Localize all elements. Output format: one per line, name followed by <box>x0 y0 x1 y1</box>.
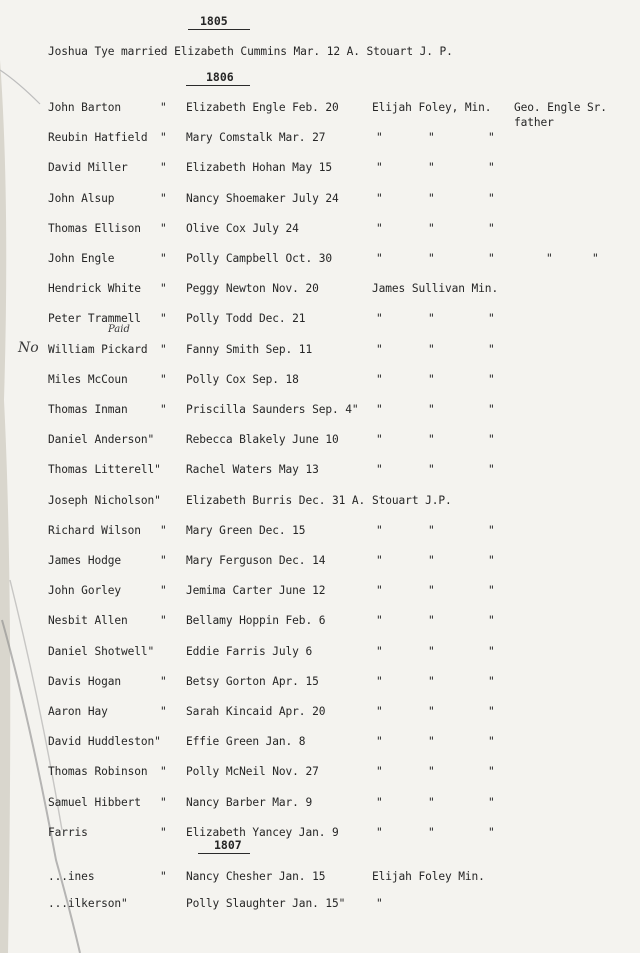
bride-and-date: Mary Comstalk Mar. 27 <box>186 131 326 145</box>
ditto-mark: " <box>376 312 383 326</box>
bride-and-date: Polly Cox Sep. 18 <box>186 372 299 386</box>
ditto-mark: " <box>428 674 435 688</box>
groom-name: Davis Hogan <box>48 674 121 688</box>
groom-name: Thomas Ellison <box>48 221 141 235</box>
ditto-mark: " <box>488 554 495 567</box>
groom-name: John Gorley <box>48 584 121 598</box>
ditto-mark: " <box>488 191 495 205</box>
groom-name: Thomas Robinson <box>48 765 148 779</box>
father-note: father <box>514 116 554 129</box>
ditto-mark: " <box>160 674 167 688</box>
groom-name: Miles McCoun <box>48 372 128 386</box>
groom-name: Richard Wilson <box>48 523 141 537</box>
ditto-mark: " <box>160 282 167 296</box>
ditto-mark: " <box>488 342 495 356</box>
intro-entry: Joshua Tye married Elizabeth Cummins Mar. 12 A. Stouart J. P. <box>48 45 453 58</box>
groom-name: Thomas Litterell" <box>48 463 161 477</box>
bride-and-date: Betsy Gorton Apr. 15 <box>186 674 319 688</box>
ditto-mark: " <box>428 161 435 175</box>
ditto-mark: " <box>160 614 167 628</box>
bride-and-date: Polly Slaughter Jan. 15" <box>186 897 346 910</box>
ditto-mark: " <box>488 795 495 809</box>
ditto-mark: " <box>160 795 167 809</box>
year-heading-1806: 1806 <box>206 70 234 84</box>
year-heading-1807: 1807 <box>214 838 242 852</box>
ditto-mark: " <box>428 342 435 356</box>
ditto-mark: " <box>376 735 383 749</box>
bride-and-date: Elizabeth Hohan May 15 <box>186 161 332 175</box>
ditto-mark: " <box>488 584 495 598</box>
groom-name: Thomas Inman <box>48 403 128 416</box>
ditto-mark: " <box>376 463 383 477</box>
groom-name: John Barton <box>48 101 121 114</box>
groom-name: John Engle <box>48 252 115 265</box>
ditto-mark: " <box>428 795 435 809</box>
ditto-mark: " <box>428 312 435 326</box>
ditto-mark: " <box>428 403 435 416</box>
ditto-mark: " <box>160 131 167 145</box>
ditto-mark: " <box>376 252 383 265</box>
year-heading-1805: 1805 <box>200 14 228 28</box>
ditto-mark: " <box>428 433 435 447</box>
bride-and-date: Polly Campbell Oct. 30 <box>186 252 332 265</box>
ditto-mark: " <box>428 584 435 598</box>
ditto-mark: " <box>376 614 383 628</box>
ditto-mark: " <box>428 372 435 386</box>
bride-and-date: Olive Cox July 24 <box>186 221 299 235</box>
bride-and-date: Effie Green Jan. 8 <box>186 735 306 749</box>
ditto-mark: " <box>376 161 383 175</box>
ditto-mark: " <box>488 825 495 839</box>
ditto-mark: " <box>376 191 383 205</box>
bride-and-date: Elizabeth Engle Feb. 20 <box>186 101 339 114</box>
bride-and-date: Elizabeth Burris Dec. 31 A. <box>186 493 366 507</box>
groom-name: Daniel Shotwell" <box>48 644 155 658</box>
ditto-mark: " <box>428 554 435 567</box>
groom-name: Joseph Nicholson" <box>48 493 161 507</box>
groom-name: David Huddleston" <box>48 735 161 749</box>
groom-name: John Alsup <box>48 191 115 205</box>
ditto-mark: " <box>376 221 383 235</box>
ditto-mark: " <box>160 221 167 235</box>
witness-note: Geo. Engle Sr. <box>514 101 607 114</box>
ditto-mark: " <box>488 372 495 386</box>
ditto-mark: " <box>428 463 435 477</box>
ditto-mark: " <box>546 252 553 265</box>
groom-name: Peter Trammell <box>48 312 141 326</box>
officiant: Elijah Foley Min. <box>372 870 485 883</box>
ditto-mark: " <box>592 252 599 265</box>
bride-and-date: Polly McNeil Nov. 27 <box>186 765 319 779</box>
ditto-mark: " <box>488 161 495 175</box>
groom-name: Aaron Hay <box>48 705 108 718</box>
ditto-mark: " <box>160 101 167 114</box>
year-rule <box>188 29 250 30</box>
ditto-mark: " <box>160 372 167 386</box>
groom-name: ...ines <box>48 870 95 883</box>
margin-note-no: No <box>18 340 39 356</box>
ditto-mark: " <box>376 644 383 658</box>
ditto-mark: " <box>428 523 435 537</box>
ditto-mark: " <box>428 735 435 749</box>
bride-and-date: Fanny Smith Sep. 11 <box>186 342 313 356</box>
ditto-mark: " <box>376 674 383 688</box>
ditto-mark: " <box>488 312 495 326</box>
bride-and-date: Bellamy Hoppin Feb. 6 <box>186 614 326 628</box>
ditto-mark: " <box>376 584 383 598</box>
ditto-mark: " <box>160 252 167 265</box>
officiant: Elijah Foley, Min. <box>372 101 492 114</box>
ditto-mark: " <box>488 131 495 145</box>
bride-and-date: Nancy Shoemaker July 24 <box>186 191 339 205</box>
ditto-mark: " <box>428 825 435 839</box>
ditto-mark: " <box>428 131 435 145</box>
ditto-mark: " <box>428 705 435 718</box>
ditto-mark: " <box>376 795 383 809</box>
groom-name: Samuel Hibbert <box>48 795 141 809</box>
ditto-mark: " <box>160 825 167 839</box>
bride-and-date: Sarah Kincaid Apr. 20 <box>186 705 326 718</box>
bride-and-date: Polly Todd Dec. 21 <box>186 312 306 326</box>
groom-name: William Pickard <box>48 342 148 356</box>
ditto-mark: " <box>376 765 383 779</box>
ditto-mark: " <box>160 705 167 718</box>
groom-name: Reubin Hatfield <box>48 131 148 145</box>
ditto-mark: " <box>376 433 383 447</box>
ditto-mark: " <box>376 897 383 910</box>
bride-and-date: Mary Ferguson Dec. 14 <box>186 554 326 567</box>
ditto-mark: " <box>376 403 383 416</box>
ditto-mark: " <box>488 765 495 779</box>
bride-and-date: Rachel Waters May 13 <box>186 463 319 477</box>
ditto-mark: " <box>488 403 495 416</box>
groom-name: Nesbit Allen <box>48 614 128 628</box>
year-rule <box>186 85 250 86</box>
ditto-mark: " <box>160 342 167 356</box>
ditto-mark: " <box>376 554 383 567</box>
ditto-mark: " <box>428 221 435 235</box>
ditto-mark: " <box>428 644 435 658</box>
bride-and-date: Priscilla Saunders Sep. 4" <box>186 403 359 416</box>
ditto-mark: " <box>160 584 167 598</box>
ditto-mark: " <box>488 705 495 718</box>
groom-name: Farris <box>48 825 88 839</box>
ditto-mark: " <box>160 312 167 326</box>
ditto-mark: " <box>488 433 495 447</box>
ditto-mark: " <box>428 191 435 205</box>
ditto-mark: " <box>488 523 495 537</box>
groom-name: James Hodge <box>48 554 121 567</box>
ditto-mark: " <box>376 131 383 145</box>
bride-and-date: Elizabeth Yancey Jan. 9 <box>186 825 339 839</box>
ditto-mark: " <box>160 870 167 883</box>
bride-and-date: Nancy Chesher Jan. 15 <box>186 870 326 883</box>
ditto-mark: " <box>160 191 167 205</box>
groom-name: David Miller <box>48 161 128 175</box>
ditto-mark: " <box>376 372 383 386</box>
ditto-mark: " <box>160 161 167 175</box>
ditto-mark: " <box>160 523 167 537</box>
groom-name: Hendrick White <box>48 282 141 296</box>
ditto-mark: " <box>376 705 383 718</box>
ditto-mark: " <box>160 554 167 567</box>
ditto-mark: " <box>376 523 383 537</box>
ditto-mark: " <box>160 403 167 416</box>
bride-and-date: Jemima Carter June 12 <box>186 584 326 598</box>
ditto-mark: " <box>488 252 495 265</box>
ditto-mark: " <box>488 735 495 749</box>
ditto-mark: " <box>488 221 495 235</box>
ditto-mark: " <box>428 614 435 628</box>
officiant: James Sullivan Min. <box>372 282 499 296</box>
groom-name: Daniel Anderson" <box>48 433 155 447</box>
ditto-mark: " <box>488 674 495 688</box>
margin-note-paid: Paid <box>108 324 130 335</box>
bride-and-date: Rebecca Blakely June 10 <box>186 433 339 447</box>
ditto-mark: " <box>376 825 383 839</box>
officiant: Stouart J.P. <box>372 493 452 507</box>
ditto-mark: " <box>488 463 495 477</box>
bride-and-date: Mary Green Dec. 15 <box>186 523 306 537</box>
ditto-mark: " <box>488 614 495 628</box>
ditto-mark: " <box>160 765 167 779</box>
ditto-mark: " <box>428 252 435 265</box>
ditto-mark: " <box>376 342 383 356</box>
ditto-mark: " <box>488 644 495 658</box>
bride-and-date: Eddie Farris July 6 <box>186 644 313 658</box>
bride-and-date: Nancy Barber Mar. 9 <box>186 795 313 809</box>
bride-and-date: Peggy Newton Nov. 20 <box>186 282 319 296</box>
groom-name: ...ilkerson" <box>48 897 128 910</box>
ditto-mark: " <box>428 765 435 779</box>
year-rule <box>198 853 250 854</box>
